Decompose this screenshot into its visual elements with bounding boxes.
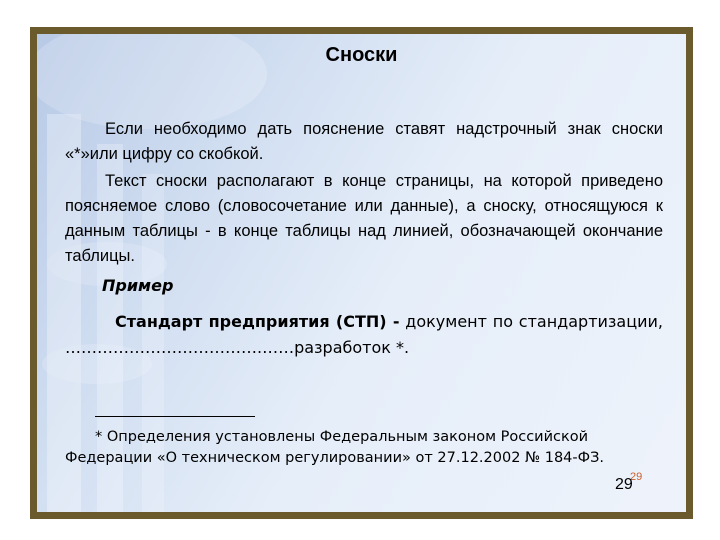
definition-term: Стандарт предприятия (СТП) -: [115, 312, 400, 331]
example-label: Пример: [102, 276, 174, 295]
paragraph-footnote-placement: Текст сноски располагают в конце страницы, на которой приведено поясняемое слово (словосочетание или данные), а сноску, относящуюся к данным таблицы - в конце таблицы над линией, обозначающей окончание таблицы.: [65, 172, 663, 265]
slide-title: Сноски: [325, 44, 398, 66]
footnote-separator-line: [95, 416, 255, 417]
definition-text: документ по стандартизации, ……………………………….……разработок *.: [65, 312, 663, 357]
slide-frame: [30, 27, 693, 519]
page-number-small: 29: [630, 471, 643, 483]
footnote-text: * Определения установлены Федеральным законом Российской Федерации «О техническом регулировании» от 27.12.2002 № 184-ФЗ.: [65, 429, 605, 466]
slide-content: [37, 34, 686, 512]
page-number: 29: [615, 476, 633, 493]
example-definition: [65, 309, 663, 361]
paragraph-footnote-mark: Если необходимо дать пояснение ставят надстрочный знак сноски «*»или цифру со скобкой.: [65, 120, 663, 163]
